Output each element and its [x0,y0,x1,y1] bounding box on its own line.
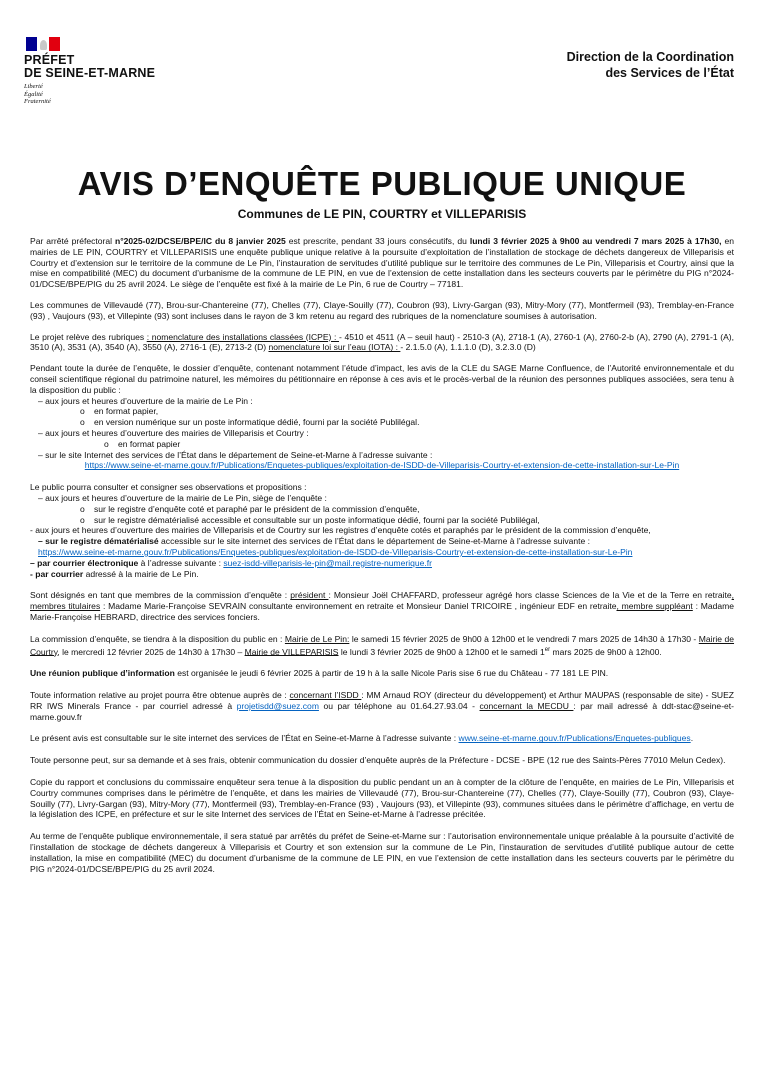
paragraph-copie: Copie du rapport et conclusions du commissaire enquêteur sera tenue à la disposition du public pendant un an à compter de la clôture de l’enquête, en mairies de Le Pin, Villeparisis et Courtry communes comprises dans le périmètre de l’enquête, et dans les mairies de Villevaudé (77), Brou-sur-Chantereine (77), Chelles (77), Claye-Souilly (77), Coubron (93), Claye-Souilly (77), Livry-Gargan (93), Mitry-Mory (77), Montfermeil (93), Tremblay-en-France (93) , Vaujours (93), et Villepinte (93), communes situées dans le périmètre d’affichage, en vertu de la législation des ICPE, en préfecture et sur le site Internet des services de l’État en Seine-et-Marne à l’adresse précitée. [30,776,734,820]
prefet-line1: PRÉFET [24,53,75,67]
motto-fraternite: Fraternité [24,98,51,105]
list-item: – sur le registre dématérialisé accessible sur le site internet des services de l’État dans le département de Seine-et-Marne à l’adresse suivante : https://www.seine-et-marne.gouv.fr/Publications/Enquetes-publiques/exploitation-de-ISDD-de-Villeparisis-Courtry-et-extension-de-cette-installation-sur-Le-Pin [38,536,633,557]
avis-link[interactable]: www.seine-et-marne.gouv.fr/Publications/Enquetes-publiques [458,733,691,744]
list-item: o en version numérique sur un poste informatique dédié, fourni par la société Publilégal. [80,417,420,428]
paragraph-rubriques: Le projet relève des rubriques : nomenclature des installations classées (ICPE) : - 4510 et 4511 (A – seuil haut) - 2510-3 (A), 2718-1 (A), 2760-1 (A), 2760-2-b (A), 2790 (A), 2791-1 (A), 3510 (A), 3531 (A), 3540 (A), 3550 (A), 2716-1 (E), 2713-2 (D) nomenclature loi sur l’eau (IOTA) : - 2.1.5.0 (A), 1.1.1.0 (D), 3.2.3.0 (D) [30,331,734,353]
paragraph-reunion: Une réunion publique d’information est organisée le jeudi 6 février 2025 à partir de 19 h à la salle Nicole Paris sise 6 rue du Château - 77 181 LE PIN. [30,668,609,679]
paragraph-permanences: La commission d’enquête, se tiendra à la disposition du public en : Mairie de Le Pin: le samedi 15 février 2025 de 9h00 à 12h00 et le vendredi 7 mars 2025 de 14h30 à 17h30 - Mairie de Courtry, le mercredi 12 février 2025 de 14h30 à 17h30 – Mairie de VILLEPARISIS le lundi 3 février 2025 de 9h00 à 12h00 et le samedi 1er mars 2025 de 9h00 à 12h00. [30,633,735,657]
paragraph-arrete: Par arrêté préfectoral n°2025-02/DCSE/BPE/IC du 8 janvier 2025 est prescrite, pendant 33 jours consécutifs, du lundi 3 février 2025 à 9h00 au vendredi 7 mars 2025 à 17h30, en mairies de LE PIN, COURTRY et VILLEPARISIS une enquête publique unique relative à la poursuite d’exploitation de l’installation de stockage de déchets dangereux de Villeparisis et Courtry et d’extension sur le territoire de la commune de Le Pin, l’instauration de servitudes d’utilité publique sur le territoire des communes de Le Pin, Villeparisis et Courtry, ainsi que la mise en compatibilité (MEC) du document d’urbanisme de la commune de LE PIN, en vue de l’extension de cette installation dans les secteurs couverts par le périmètre du PIG n°2024-01/DCSE/BPE/PIG du 25 avril 2024. Le siège de l’enquête est fixé à la mairie de Le Pin, 6 rue de Courtry – 77181. [30,236,734,290]
registre-email-link[interactable]: suez-isdd-villeparisis-le-pin@mail.registre-numerique.fr [223,557,432,568]
list-item: – par courrier électronique à l’adresse suivante : suez-isdd-villeparisis-le-pin@mail.registre-numerique.fr [30,557,432,568]
page-subtitle: Communes de LE PIN, COURTRY et VILLEPARISIS [237,207,527,221]
list-item: – sur le site Internet des services de l’État dans le département de Seine-et-Marne à l’adresse suivante : [38,449,433,460]
marianne-flag-icon [26,37,60,51]
list-item: – aux jours et heures d’ouverture des mairies de Villeparisis et Courtry : [38,427,309,438]
page-title: AVIS D’ENQUÊTE PUBLIQUE UNIQUE [77,165,687,202]
paragraph-dossier: Pendant toute la durée de l’enquête, le dossier d’enquête, contenant notamment l’étude d’impact, les avis de la CLE du SAGE Marne Confluence, de l’Autorité environnementale et du conseil scientifique régional du patrimoine naturel, les mémoires du pétitionnaire en réponse à ces avis et le procès-verbal de la réunion des personnes publiques associées, sera tenu à la disposition du public : [30,363,734,395]
direction-line2: des Services de l’État [605,66,734,80]
prefet-line2: DE SEINE-ET-MARNE [24,66,156,80]
motto [24,83,164,106]
paragraph-avis: Le présent avis est consultable sur le site internet des services de l’État en Seine-et-Marne à l’adresse suivante : www.seine-et-marne.gouv.fr/Publications/Enquetes-publiques. [30,733,694,744]
paragraph-commission: Sont désignés en tant que membres de la commission d’enquête : président : Monsieur Joël CHAFFARD, professeur agrégé hors classe Sciences de la Vie et de la Terre en retraite, membres titulaires : Madame Marie-Françoise SEVRAIN consultante environnement en retraite et Monsieur Daniel TRICOIRE , ingénieur EDF en retraite, membre suppléant : Madame Marie-Françoise HEBRARD, directrice des services fonciers. [30,590,734,622]
suez-email-link[interactable]: projetisdd@suez.com [236,700,319,711]
list-item: - aux jours et heures d’ouverture des mairies de Villeparisis et de Courtry sur les registres d’enquête cotés et paraphés par le président de la commission d’enquête, [30,525,651,536]
direction-heading [567,49,734,81]
motto-liberte: Liberté [24,83,43,90]
paragraph-communication: Toute personne peut, sur sa demande et à ses frais, obtenir communication du dossier d’enquête auprès de la Préfecture - DCSE - BPE (12 rue des Saints-Pères 77010 Melun Cedex). [30,755,726,766]
notice-body [30,236,734,874]
list-item: - par courrier adressé à la mairie de Le Pin. [30,568,199,579]
list-item: o en format papier [104,438,181,449]
paragraph-conclusion: Au terme de l’enquête publique environnementale, il sera statué par arrêtés du préfet de Seine-et-Marne sur : l’autorisation environnementale unique préalable à la poursuite d’activité de l’installation de stockage de déchets dangereux à Villeparisis et Courtry et son extension sur la commune de Le Pin, l’instauration de servitudes d’utilité publique autour de cette installation, la mise en compatibilité (MEC) du document d’urbanisme de la commune de LE PIN, en vue l’extension de cette installation dans les secteurs couverts par le périmètre du PIG n°2024-01/DCSE/BPE/PIG du 25 avril 2024. [30,831,734,874]
paragraph-information: Toute information relative au projet pourra être obtenue auprès de : concernant l’ISDD : MM Arnaud ROY (directeur du développement) et Arthur MAUPAS (responsable de site) - SUEZ RR IWS Minerals France - par courriel adressé à projetisdd@suez.com ou par téléphone au 01.64.27.93.04 - concernant la MECDU : par mail adressé à ddt-stac@seine-et-marne.gouv.fr [30,689,735,722]
list-item: o sur le registre dématérialisé accessible et consultable sur un poste informatique dédié, fourni par la société Publilégal, [80,514,540,525]
paragraph-communes: Les communes de Villevaudé (77), Brou-sur-Chantereine (77), Chelles (77), Claye-Souilly (77), Coubron (93), Livry-Gargan (93), Mitry-Mory (77), Montfermeil (93), Tremblay-en-France (93) , Vaujours (93), et Villepinte (93) sont incluses dans le rayon de 3 km retenu au regard des rubriques de la nomenclature soumises à autorisation. [30,299,734,321]
dossier-link[interactable]: https://www.seine-et-marne.gouv.fr/Publications/Enquetes-publiques/exploitation-de-ISDD-de-Villeparisis-Courtry-et-extension-de-cette-installation-sur-Le-Pin [84,460,680,471]
list-item: – aux jours et heures d’ouverture de la mairie de Le Pin : [38,395,253,406]
list-item: o sur le registre d’enquête coté et paraphé par le président de la commission d’enquête, [80,503,420,514]
list-item: o en format papier, [80,406,159,417]
motto-egalite: Égalité [24,90,43,98]
prefecture-logo [24,37,164,106]
list-item: – aux jours et heures d’ouverture de la mairie de Le Pin, siège de l’enquête : [38,492,327,503]
direction-line1: Direction de la Coordination [566,50,734,64]
registre-link[interactable]: https://www.seine-et-marne.gouv.fr/Publications/Enquetes-publiques/exploitation-de-ISDD-de-Villeparisis-Courtry-et-extension-de-cette-installation-sur-Le-Pin [38,546,633,557]
paragraph-observations: Le public pourra consulter et consigner ses observations et propositions : [30,482,307,493]
